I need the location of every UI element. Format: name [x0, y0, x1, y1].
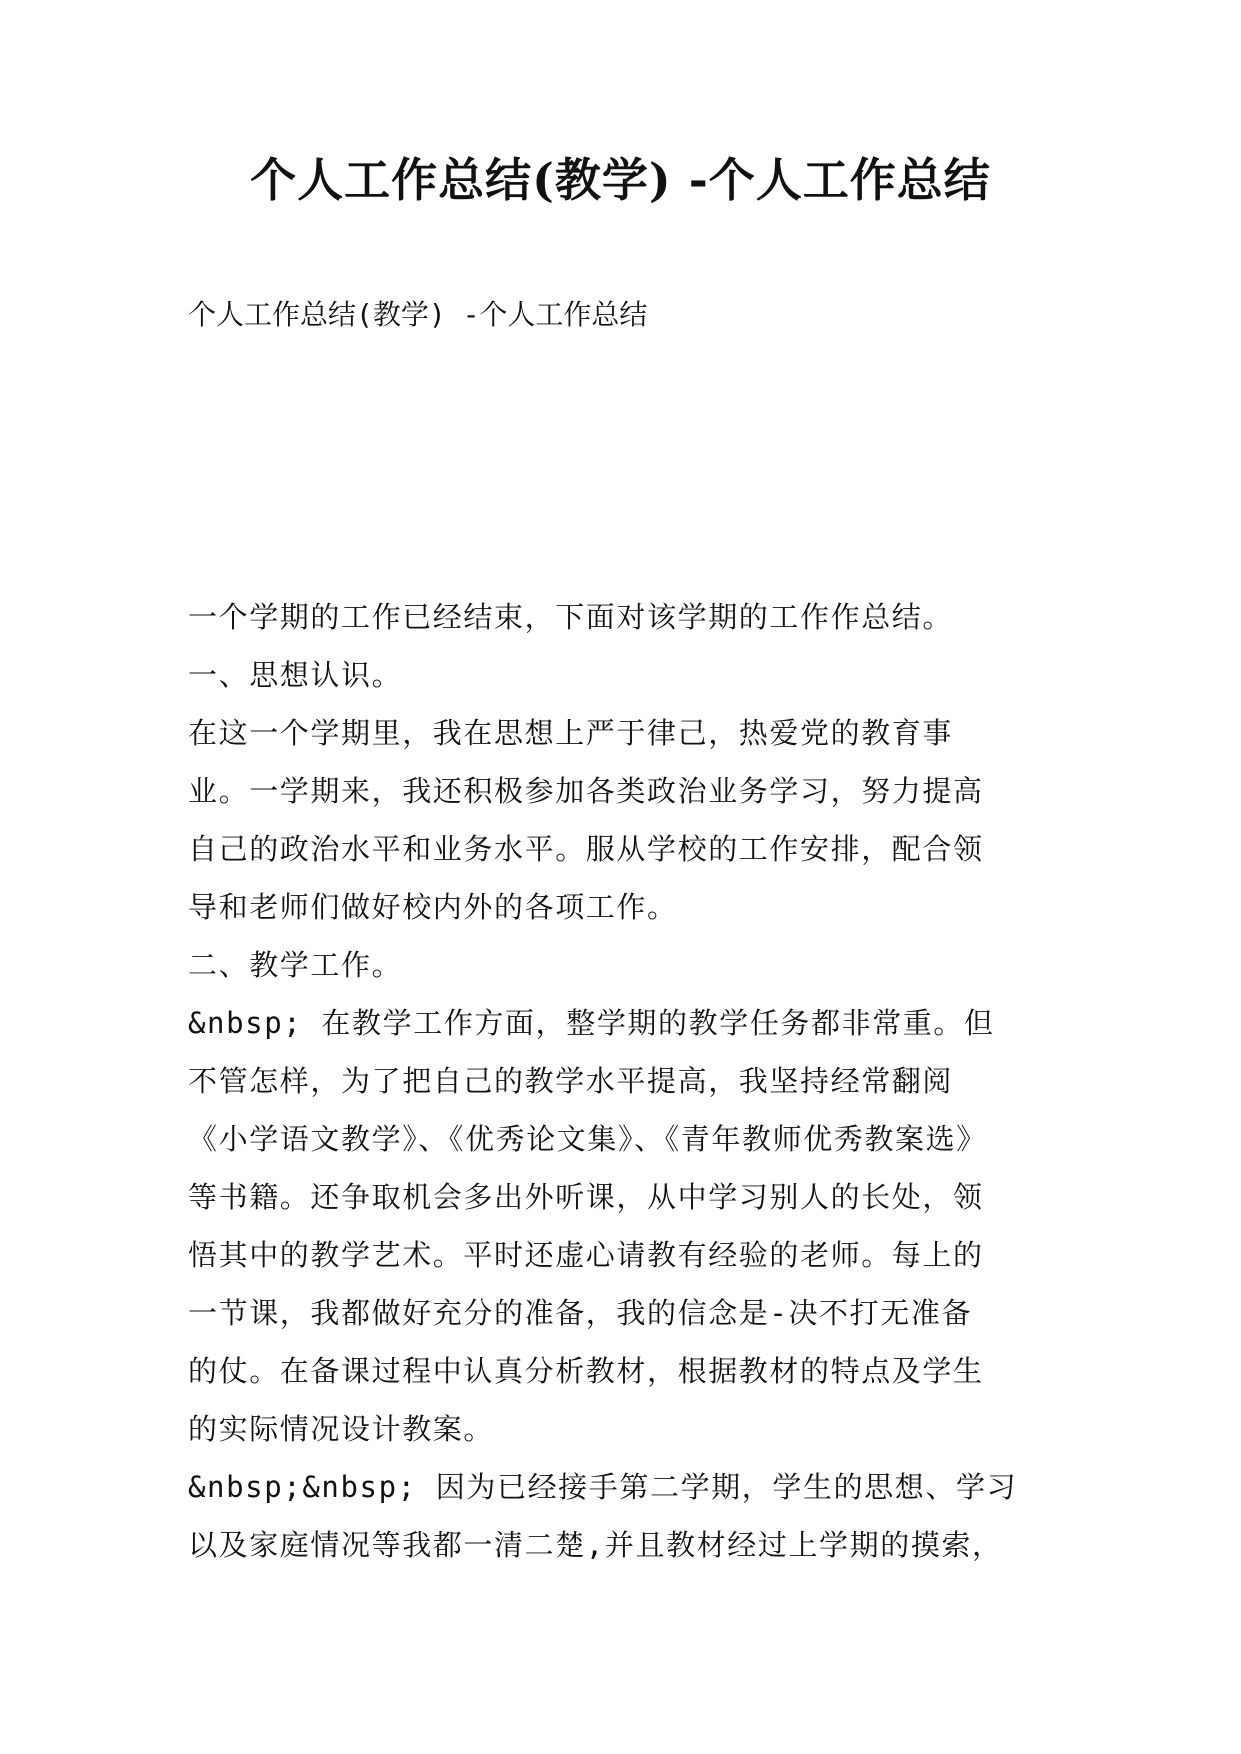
document-subtitle: 个人工作总结(教学) -个人工作总结 — [188, 298, 648, 331]
section-heading-teaching: 二、教学工作。 — [188, 948, 403, 982]
body-line: &nbsp; 在教学工作方面，整学期的教学任务都非常重。但 — [188, 1006, 995, 1040]
body-line: 在这一个学期里，我在思想上严于律己，热爱党的教育事 — [188, 716, 954, 750]
document-title: 个人工作总结(教学) -个人工作总结 — [250, 153, 991, 207]
body-line: 以及家庭情况等我都一清二楚,并且教材经过上学期的摸索， — [188, 1528, 1003, 1562]
body-line: 的仗。在备课过程中认真分析教材，根据教材的特点及学生 — [188, 1354, 984, 1388]
body-line: 一节课，我都做好充分的准备，我的信念是-决不打无准备 — [188, 1296, 973, 1330]
body-line: 《小学语文教学》、《优秀论文集》、《青年教师优秀教案选》 — [188, 1122, 987, 1156]
body-line: 导和老师们做好校内外的各项工作。 — [188, 890, 678, 924]
body-line: 悟其中的教学艺术。平时还虚心请教有经验的老师。每上的 — [188, 1238, 984, 1272]
body-line: 不管怎样，为了把自己的教学水平提高，我坚持经常翻阅 — [188, 1064, 954, 1098]
document-body — [188, 588, 1088, 1574]
body-line: &nbsp;&nbsp; 因为已经接手第二学期，学生的思想、学习 — [188, 1470, 1018, 1504]
body-line: 等书籍。还争取机会多出外听课，从中学习别人的长处，领 — [188, 1180, 984, 1214]
body-line: 自己的政治水平和业务水平。服从学校的工作安排，配合领 — [188, 832, 984, 866]
section-heading-thoughts: 一、思想认识。 — [188, 658, 403, 692]
body-line: 一个学期的工作已经结束，下面对该学期的工作作总结。 — [188, 600, 954, 634]
body-line: 的实际情况设计教案。 — [188, 1412, 495, 1446]
body-line: 业。一学期来，我还积极参加各类政治业务学习，努力提高 — [188, 774, 984, 808]
